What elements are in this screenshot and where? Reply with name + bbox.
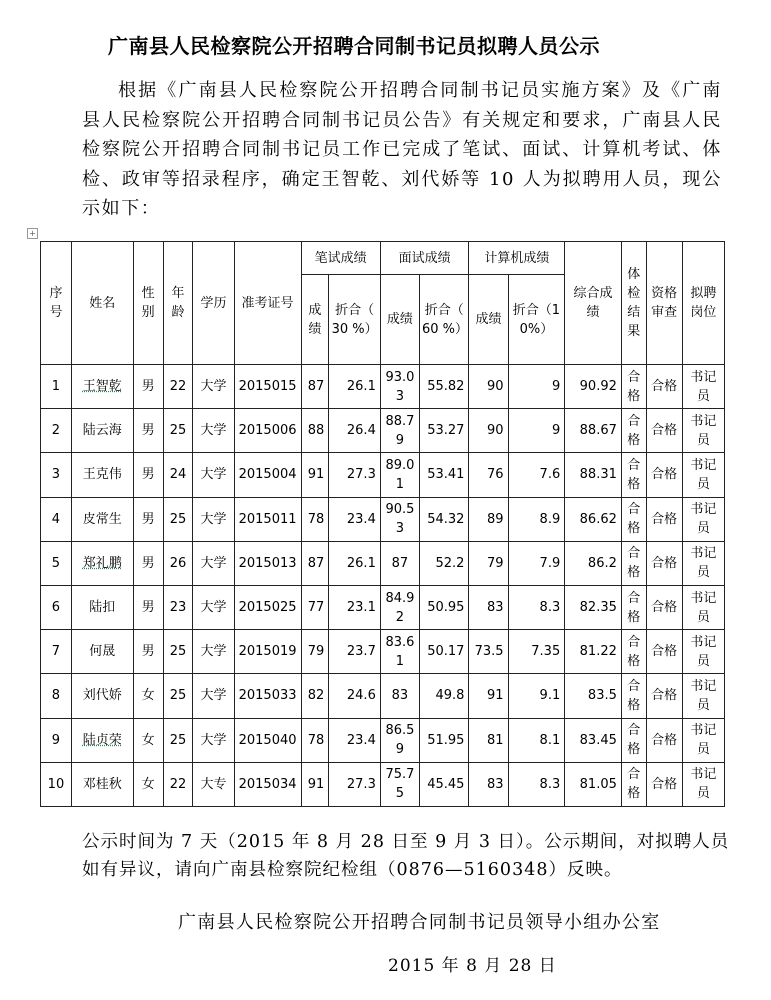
cell-ticket: 2015013 [234, 541, 301, 585]
header-review: 资格审查 [646, 242, 682, 365]
cell-name: 王智乾 [71, 365, 133, 409]
cell-gender: 男 [133, 630, 163, 674]
cell-gender: 女 [133, 674, 163, 718]
cell-computer-conv: 8.3 [508, 762, 565, 806]
cell-education: 大学 [193, 630, 234, 674]
cell-physical: 合格 [621, 365, 646, 409]
cell-physical: 合格 [621, 541, 646, 585]
cell-interview-conv: 50.17 [419, 630, 468, 674]
header-interview-score: 成绩 [380, 275, 419, 365]
cell-computer-score: 79 [469, 541, 508, 585]
cell-total: 86.2 [565, 541, 622, 585]
cell-name: 郑礼鹏 [71, 541, 133, 585]
cell-review: 合格 [646, 762, 682, 806]
cell-post: 书记员 [682, 541, 724, 585]
page-title: 广南县人民检察院公开招聘合同制书记员拟聘人员公示 [108, 34, 600, 58]
cell-interview-conv: 53.41 [419, 453, 468, 497]
cell-physical: 合格 [621, 718, 646, 762]
cell-name: 皮常生 [71, 497, 133, 541]
cell-post: 书记员 [682, 762, 724, 806]
cell-education: 大专 [193, 762, 234, 806]
header-post: 拟聘岗位 [682, 242, 724, 365]
cell-computer-score: 91 [469, 674, 508, 718]
cell-computer-conv: 7.35 [508, 630, 565, 674]
header-education: 学历 [193, 242, 234, 365]
cell-seq: 4 [41, 497, 72, 541]
table-row [41, 541, 725, 585]
cell-computer-score: 83 [469, 585, 508, 629]
cell-ticket: 2015040 [234, 718, 301, 762]
intro-paragraph: 根据《广南县人民检察院公开招聘合同制书记员实施方案》及《广南县人民检察院公开招聘合同制书记员公告》有关规定和要求，广南县人民检察院公开招聘合同制书记员工作已完成了笔试、面试、计算机考试、体检、政审等招录程序，确定王智乾、刘代娇等 10 人为拟聘用人员，现公示如下： [82, 80, 722, 219]
cell-name: 陆贞荣 [71, 718, 133, 762]
cell-education: 大学 [193, 453, 234, 497]
table-row [41, 674, 725, 718]
cell-physical: 合格 [621, 762, 646, 806]
cell-interview-score: 88.79 [380, 409, 419, 453]
cell-age: 24 [163, 453, 193, 497]
cell-computer-score: 89 [469, 497, 508, 541]
cell-gender: 男 [133, 497, 163, 541]
cell-age: 22 [163, 762, 193, 806]
header-written-group: 笔试成绩 [301, 242, 380, 275]
cell-computer-conv: 7.9 [508, 541, 565, 585]
cell-written-score: 88 [301, 409, 329, 453]
cell-written-score: 79 [301, 630, 329, 674]
cell-age: 26 [163, 541, 193, 585]
cell-age: 25 [163, 497, 193, 541]
table-row [41, 762, 725, 806]
cell-post: 书记员 [682, 497, 724, 541]
cell-ticket: 2015033 [234, 674, 301, 718]
header-seq: 序号 [41, 242, 72, 365]
header-physical: 体检结果 [621, 242, 646, 365]
header-computer-score: 成绩 [469, 275, 508, 365]
cell-total: 90.92 [565, 365, 622, 409]
cell-interview-conv: 55.82 [419, 365, 468, 409]
cell-computer-score: 83 [469, 762, 508, 806]
cell-written-conv: 26.1 [329, 365, 381, 409]
cell-computer-conv: 9 [508, 409, 565, 453]
cell-physical: 合格 [621, 409, 646, 453]
candidate-table [40, 241, 725, 807]
cell-post: 书记员 [682, 630, 724, 674]
cell-gender: 男 [133, 453, 163, 497]
cell-written-conv: 27.3 [329, 453, 381, 497]
cell-seq: 10 [41, 762, 72, 806]
cell-written-score: 87 [301, 365, 329, 409]
cell-ticket: 2015019 [234, 630, 301, 674]
cell-age: 22 [163, 365, 193, 409]
cell-interview-conv: 50.95 [419, 585, 468, 629]
cell-post: 书记员 [682, 674, 724, 718]
cell-physical: 合格 [621, 630, 646, 674]
cell-interview-conv: 51.95 [419, 718, 468, 762]
cell-review: 合格 [646, 541, 682, 585]
cell-gender: 男 [133, 365, 163, 409]
cell-ticket: 2015034 [234, 762, 301, 806]
cell-post: 书记员 [682, 409, 724, 453]
cell-computer-conv: 8.9 [508, 497, 565, 541]
cell-gender: 女 [133, 718, 163, 762]
cell-written-conv: 24.6 [329, 674, 381, 718]
table-row [41, 585, 725, 629]
cell-review: 合格 [646, 630, 682, 674]
cell-total: 83.5 [565, 674, 622, 718]
cell-review: 合格 [646, 497, 682, 541]
cell-seq: 3 [41, 453, 72, 497]
cell-name: 邓桂秋 [71, 762, 133, 806]
cell-interview-conv: 49.8 [419, 674, 468, 718]
header-written-score: 成绩 [301, 275, 329, 365]
cell-education: 大学 [193, 497, 234, 541]
cell-interview-score: 90.53 [380, 497, 419, 541]
cell-review: 合格 [646, 453, 682, 497]
cell-interview-score: 87 [380, 541, 419, 585]
cell-gender: 男 [133, 409, 163, 453]
cell-post: 书记员 [682, 718, 724, 762]
cell-post: 书记员 [682, 365, 724, 409]
cell-written-conv: 23.4 [329, 718, 381, 762]
cell-computer-score: 90 [469, 365, 508, 409]
cell-review: 合格 [646, 585, 682, 629]
cell-written-score: 82 [301, 674, 329, 718]
cell-ticket: 2015006 [234, 409, 301, 453]
date-line: 2015 年 8 月 28 日 [388, 956, 557, 976]
cell-written-score: 91 [301, 762, 329, 806]
cell-age: 25 [163, 409, 193, 453]
cell-written-score: 77 [301, 585, 329, 629]
header-interview-conv: 折合（ 60 %） [419, 275, 468, 365]
cell-post: 书记员 [682, 453, 724, 497]
cell-review: 合格 [646, 409, 682, 453]
header-age: 年龄 [163, 242, 193, 365]
cell-computer-score: 90 [469, 409, 508, 453]
cell-education: 大学 [193, 585, 234, 629]
cell-written-conv: 26.4 [329, 409, 381, 453]
cell-interview-score: 75.75 [380, 762, 419, 806]
cell-written-score: 78 [301, 497, 329, 541]
table-move-handle-icon[interactable]: + [27, 228, 38, 239]
header-interview-group: 面试成绩 [380, 242, 469, 275]
cell-education: 大学 [193, 674, 234, 718]
header-gender: 性别 [133, 242, 163, 365]
cell-interview-score: 86.59 [380, 718, 419, 762]
cell-written-conv: 26.1 [329, 541, 381, 585]
cell-ticket: 2015011 [234, 497, 301, 541]
cell-age: 25 [163, 674, 193, 718]
cell-computer-conv: 9.1 [508, 674, 565, 718]
cell-total: 82.35 [565, 585, 622, 629]
cell-total: 83.45 [565, 718, 622, 762]
cell-interview-conv: 53.27 [419, 409, 468, 453]
cell-name: 陆云海 [71, 409, 133, 453]
cell-age: 25 [163, 718, 193, 762]
header-ticket: 准考证号 [234, 242, 301, 365]
cell-age: 25 [163, 630, 193, 674]
cell-physical: 合格 [621, 497, 646, 541]
cell-name: 王克伟 [71, 453, 133, 497]
cell-seq: 2 [41, 409, 72, 453]
table-row [41, 718, 725, 762]
cell-ticket: 2015004 [234, 453, 301, 497]
cell-ticket: 2015015 [234, 365, 301, 409]
cell-interview-conv: 54.32 [419, 497, 468, 541]
cell-name: 陆扣 [71, 585, 133, 629]
cell-review: 合格 [646, 718, 682, 762]
cell-post: 书记员 [682, 585, 724, 629]
cell-physical: 合格 [621, 585, 646, 629]
cell-education: 大学 [193, 541, 234, 585]
cell-computer-conv: 8.1 [508, 718, 565, 762]
cell-computer-conv: 7.6 [508, 453, 565, 497]
cell-computer-score: 76 [469, 453, 508, 497]
cell-seq: 9 [41, 718, 72, 762]
cell-seq: 6 [41, 585, 72, 629]
cell-seq: 1 [41, 365, 72, 409]
cell-review: 合格 [646, 674, 682, 718]
cell-interview-score: 89.01 [380, 453, 419, 497]
cell-interview-score: 84.92 [380, 585, 419, 629]
cell-name: 刘代娇 [71, 674, 133, 718]
table-row [41, 409, 725, 453]
cell-education: 大学 [193, 718, 234, 762]
cell-physical: 合格 [621, 453, 646, 497]
notice-paragraph: 公示时间为 7 天（2015 年 8 月 28 日至 9 月 3 日）。公示期间，对拟聘人员如有异议，请向广南县检察院纪检组（0876—5160348）反映。 [82, 832, 730, 880]
header-total: 综合成绩 [565, 242, 622, 365]
cell-total: 81.22 [565, 630, 622, 674]
cell-written-conv: 23.7 [329, 630, 381, 674]
cell-total: 88.31 [565, 453, 622, 497]
cell-name: 何晟 [71, 630, 133, 674]
cell-computer-score: 73.5 [469, 630, 508, 674]
cell-interview-score: 93.03 [380, 365, 419, 409]
cell-interview-score: 83 [380, 674, 419, 718]
table-row [41, 630, 725, 674]
table-row [41, 453, 725, 497]
cell-seq: 7 [41, 630, 72, 674]
cell-seq: 5 [41, 541, 72, 585]
table-row [41, 497, 725, 541]
table-row [41, 365, 725, 409]
cell-written-conv: 27.3 [329, 762, 381, 806]
cell-interview-conv: 45.45 [419, 762, 468, 806]
cell-written-score: 91 [301, 453, 329, 497]
cell-ticket: 2015025 [234, 585, 301, 629]
cell-interview-score: 83.61 [380, 630, 419, 674]
cell-total: 81.05 [565, 762, 622, 806]
header-name: 姓名 [71, 242, 133, 365]
header-computer-group: 计算机成绩 [469, 242, 565, 275]
cell-education: 大学 [193, 409, 234, 453]
header-computer-conv: 折合（10%） [508, 275, 565, 365]
cell-total: 86.62 [565, 497, 622, 541]
cell-age: 23 [163, 585, 193, 629]
signer-line: 广南县人民检察院公开招聘合同制书记员领导小组办公室 [178, 912, 661, 933]
cell-written-score: 87 [301, 541, 329, 585]
cell-review: 合格 [646, 365, 682, 409]
cell-physical: 合格 [621, 674, 646, 718]
cell-gender: 男 [133, 541, 163, 585]
cell-computer-conv: 9 [508, 365, 565, 409]
cell-computer-score: 81 [469, 718, 508, 762]
cell-computer-conv: 8.3 [508, 585, 565, 629]
header-written-conv: 折合（ 30 %） [329, 275, 381, 365]
header-row-1 [41, 242, 725, 275]
cell-education: 大学 [193, 365, 234, 409]
cell-interview-conv: 52.2 [419, 541, 468, 585]
cell-gender: 男 [133, 585, 163, 629]
cell-gender: 女 [133, 762, 163, 806]
cell-written-score: 78 [301, 718, 329, 762]
cell-written-conv: 23.1 [329, 585, 381, 629]
cell-written-conv: 23.4 [329, 497, 381, 541]
cell-seq: 8 [41, 674, 72, 718]
cell-total: 88.67 [565, 409, 622, 453]
